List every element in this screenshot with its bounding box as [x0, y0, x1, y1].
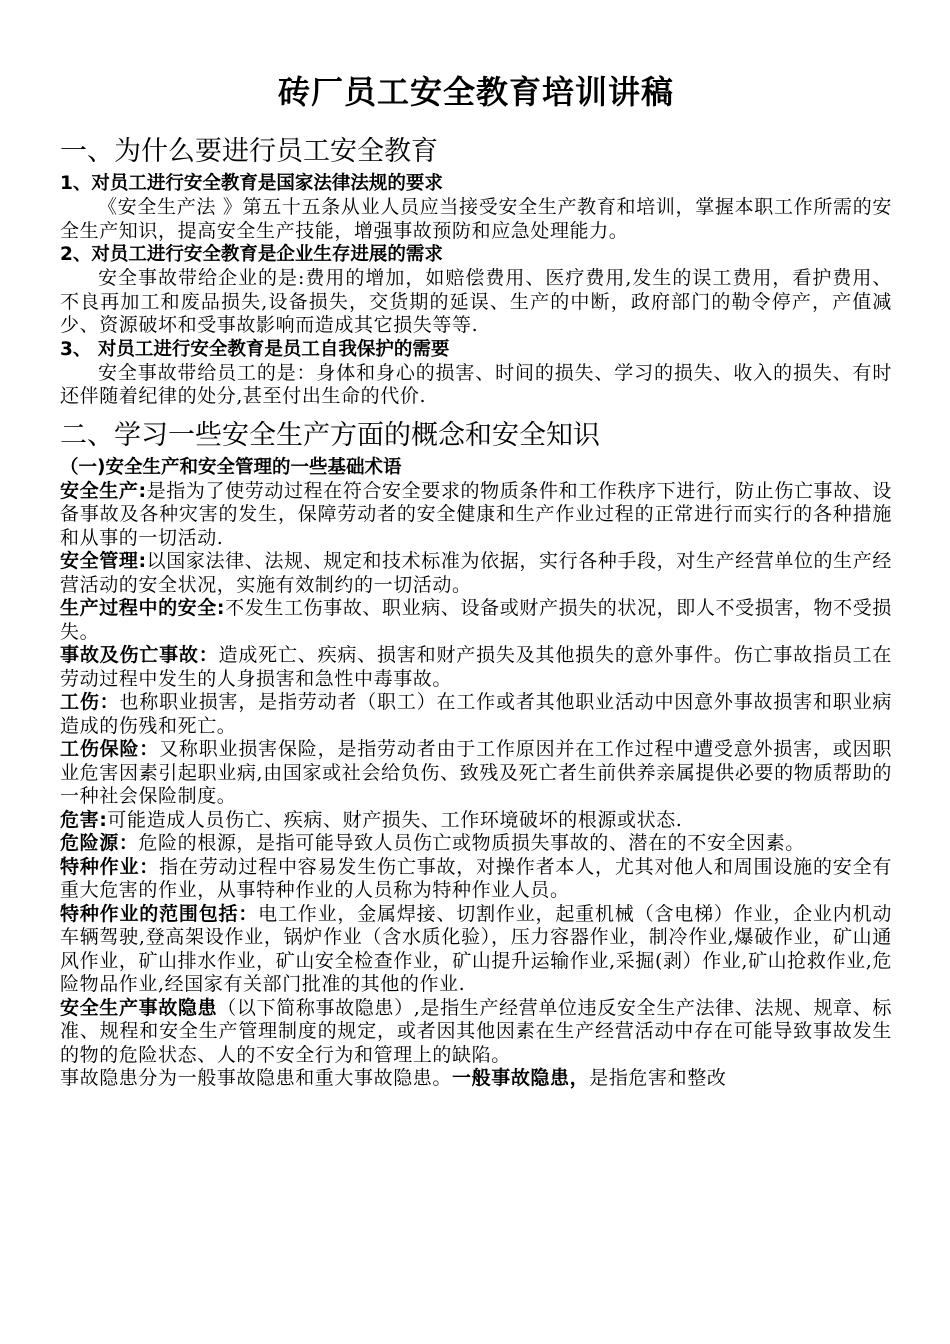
term-definition: [60, 903, 892, 997]
term-label: 特种作业: [60, 855, 140, 878]
section-1-item-3-heading: 3、 对员工进行安全教育是员工自我保护的需要: [60, 338, 450, 360]
term-label: 生产过程中的安全: [60, 597, 217, 619]
section-1-item-2-text: 安全事故带给企业的是:费用的增加，如赔偿费用、医疗费用,发生的误工费用，看护费用、不良再加工和废品损失,设备损失，交货期的延误、生产的中断，政府部门的勒令停产，产值减少、资源破坏和受事故影响而造成其它损失等等.: [60, 267, 892, 336]
term-definition: [60, 597, 892, 644]
term-definition: [60, 550, 892, 597]
term-separator: ：: [99, 691, 120, 713]
document-title: 砖厂员工安全教育培训讲稿: [277, 73, 674, 111]
term-definition: [60, 738, 892, 809]
term-definition: [60, 691, 892, 738]
term-separator: ：: [198, 644, 219, 666]
section-1-item-1-heading: 1、对员工进行安全教育是国家法律法规的要求: [60, 173, 443, 194]
term-label: 工伤: [60, 691, 100, 713]
closing-paragraph: [60, 1067, 892, 1091]
term-text: 指在劳动过程中容易发生伤亡事故，对操作者本人，尤其对他人和周围设施的安全有重大危害的作业，从事特种作业的人员称为特种作业人员。: [60, 855, 893, 901]
term-definition: [60, 997, 892, 1068]
term-separator: ：: [139, 738, 160, 760]
term-text: 又称职业损害保险，是指劳动者由于工作原因并在工作过程中遭受意外损害，或因职业危害因素引起职业病,由国家或社会给负伤、致残及死亡者生前供养亲属提供必要的物质帮助的一种社会保险制度。: [60, 738, 893, 807]
term-label: 安全生产: [60, 479, 139, 502]
spacer: [60, 409, 892, 414]
section-1-heading: 一、为什么要进行员工安全教育: [60, 136, 438, 167]
term-label: 安全生产事故隐患: [60, 996, 218, 1019]
term-text: 以国家法律、法规、规定和技术标准为依据，实行各种手段，对生产经营单位的生产经营活动的安全状况，实施有效制约的一切活动。: [60, 550, 892, 596]
term-text: 不发生工伤事故、职业病、设备或财产损失的状况，即人不受损害，物不受损失。: [60, 597, 892, 643]
term-text: 电工作业，金属焊接、切割作业，起重机械（含电梯）作业，企业内机动车辆驾驶,登高架设作业，锅炉作业（含水质化验），压力容器作业，制冷作业,爆破作业，矿山通风作业，矿山排水作业，矿山安全检查作业，矿山提升运输作业,采掘(剥）作业,矿山抢救作业,危险物品作业,经国家有关部门批准的其他的作业.: [60, 902, 892, 995]
section-1-item-3-text: 安全事故带给员工的是：身体和身心的损害、时间的损失、学习的损失、收入的损失、有时还伴随着纪律的处分,甚至付出生命的代价.: [60, 361, 892, 407]
term-definition: [60, 832, 892, 856]
term-label: 特种作业的范围包括: [60, 902, 239, 925]
term-separator: ：: [118, 832, 139, 854]
term-text: 也称职业损害，是指劳动者（职工）在工作或者其他职业活动中因意外事故损害和职业病造成的伤残和死亡。: [60, 691, 893, 737]
term-label: 事故及伤亡事故: [60, 644, 199, 666]
section-1-item-2-heading: 2、对员工进行安全教育是企业生存进展的需求: [60, 244, 443, 265]
term-label: 工伤保险: [60, 738, 140, 760]
term-label: 安全管理: [60, 550, 139, 572]
closing-bold-term: 一般事故隐患，: [452, 1067, 590, 1089]
term-separator: :: [138, 550, 147, 572]
closing-text-start: 事故隐患分为一般事故隐患和重大事故隐患。: [60, 1067, 453, 1089]
term-separator: :: [216, 597, 226, 619]
section-1-item-1-text: 《安全生产法 》第五十五条从业人员应当接受安全生产教育和培训，掌握本职工作所需的安全生产知识，提高安全生产技能，增强事故预防和应急处理能力。: [60, 196, 892, 242]
section-2-subheading: （一)安全生产和安全管理的一些基础术语: [60, 456, 402, 478]
term-text: 危险的根源，是指可能导致人员伤亡或物质损失事故的、潜在的不安全因素。: [138, 832, 805, 854]
term-separator: :: [138, 479, 147, 502]
term-label: 危害: [60, 808, 100, 831]
term-definition: [60, 480, 892, 551]
term-definition: [60, 809, 892, 833]
term-separator: ：: [139, 855, 160, 878]
term-text: 可能造成人员伤亡、疾病、财产损失、工作环境破坏的根源或状态.: [107, 808, 683, 831]
term-definition: [60, 644, 892, 691]
term-separator: ：: [238, 902, 259, 925]
term-definition: [60, 856, 892, 903]
term-text: 是指为了使劳动过程在符合安全要求的物质条件和工作秩序下进行，防止伤亡事故、设备事故及各种灾害的发生，保障劳动者的安全健康和生产作业过程的正常进行而实行的各种措施和从事的一切活动.: [60, 479, 892, 549]
term-text: 造成死亡、疾病、损害和财产损失及其他损失的意外事件。伤亡事故指员工在劳动过程中发生的人身损害和急性中毒事故。: [60, 644, 893, 690]
term-separator: :: [99, 808, 108, 831]
closing-text-end: 是指危害和整改: [589, 1067, 727, 1089]
term-text: （以下简称事故隐患）,是指生产经营单位违反安全生产法律、法规、规章、标准、规程和安全生产管理制度的规定，或者因其他因素在生产经营活动中存在可能导致事故发生的物的危险状态、人的不安全行为和管理上的缺陷。: [60, 996, 892, 1066]
term-label: 危险源: [60, 832, 119, 854]
section-2-heading: 二、学习一些安全生产方面的概念和安全知识: [60, 419, 600, 451]
